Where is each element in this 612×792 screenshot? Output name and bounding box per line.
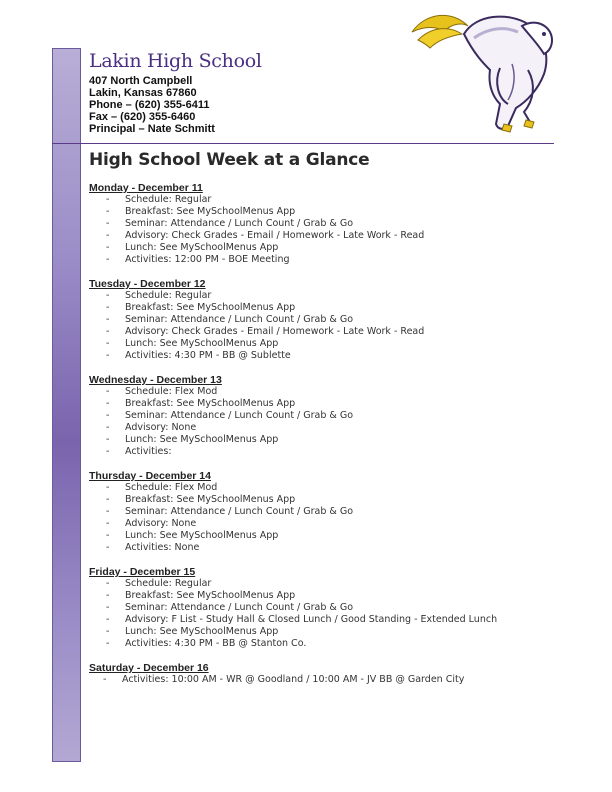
list-item xyxy=(89,482,569,494)
address-street: 407 North Campbell xyxy=(89,75,193,87)
list-item xyxy=(89,398,569,410)
list-item xyxy=(89,434,569,446)
bronco-mascot-icon xyxy=(404,4,564,134)
bullet-dash: - xyxy=(106,530,110,541)
list-item xyxy=(89,602,569,614)
list-item xyxy=(89,206,569,218)
list-item xyxy=(89,614,569,626)
item-text: Activities: xyxy=(125,446,172,457)
item-text: Activities: None xyxy=(125,542,200,553)
day-items xyxy=(89,290,569,362)
address-city: Lakin, Kansas 67860 xyxy=(89,87,197,99)
list-item xyxy=(89,578,569,590)
list-item xyxy=(89,494,569,506)
bullet-dash: - xyxy=(106,638,110,649)
page-title: High School Week at a Glance xyxy=(89,150,370,170)
bullet-dash: - xyxy=(106,350,110,361)
list-item xyxy=(89,626,569,638)
day-wednesday xyxy=(89,374,569,458)
list-item xyxy=(89,530,569,542)
item-text: Breakfast: See MySchoolMenus App xyxy=(125,398,296,409)
bullet-dash: - xyxy=(106,494,110,505)
item-text: Seminar: Attendance / Lunch Count / Grab & Go xyxy=(125,314,354,325)
item-text: Advisory: F List - Study Hall & Closed Lunch / Good Standing - Extended Lunch xyxy=(125,614,498,625)
item-text: Activities: 4:30 PM - BB @ Stanton Co. xyxy=(125,638,307,649)
item-text: Breakfast: See MySchoolMenus App xyxy=(125,206,296,217)
header-divider xyxy=(52,143,554,144)
list-item xyxy=(89,350,569,362)
list-item xyxy=(89,518,569,530)
list-item xyxy=(89,218,569,230)
list-item xyxy=(89,410,569,422)
bullet-dash: - xyxy=(106,398,110,409)
bullet-dash: - xyxy=(106,578,110,589)
day-monday xyxy=(89,182,569,266)
day-heading: Wednesday - December 13 xyxy=(89,374,222,386)
day-items xyxy=(89,578,569,650)
bullet-dash: - xyxy=(106,614,110,625)
item-text: Lunch: See MySchoolMenus App xyxy=(125,242,279,253)
item-text: Advisory: Check Grades - Email / Homework - Late Work - Read xyxy=(125,230,425,241)
day-items xyxy=(89,482,569,554)
bullet-dash: - xyxy=(106,446,110,457)
day-heading: Thursday - December 14 xyxy=(89,470,211,482)
bullet-dash: - xyxy=(106,206,110,217)
bullet-dash: - xyxy=(106,230,110,241)
day-items xyxy=(89,194,569,266)
day-tuesday xyxy=(89,278,569,362)
bullet-dash: - xyxy=(106,314,110,325)
day-items xyxy=(89,386,569,458)
item-text: Schedule: Regular xyxy=(125,578,212,589)
side-accent-bar xyxy=(52,48,81,762)
list-item xyxy=(89,290,569,302)
item-text: Schedule: Flex Mod xyxy=(125,482,218,493)
bullet-dash: - xyxy=(106,326,110,337)
bullet-dash: - xyxy=(106,422,110,433)
list-item xyxy=(89,446,569,458)
item-text: Lunch: See MySchoolMenus App xyxy=(125,434,279,445)
bullet-dash: - xyxy=(106,590,110,601)
day-heading: Tuesday - December 12 xyxy=(89,278,206,290)
day-heading: Friday - December 15 xyxy=(89,566,196,578)
day-friday xyxy=(89,566,569,650)
bullet-dash: - xyxy=(106,302,110,313)
list-item xyxy=(89,638,569,650)
principal-name: Principal – Nate Schmitt xyxy=(89,123,215,135)
bullet-dash: - xyxy=(106,194,110,205)
item-text: Lunch: See MySchoolMenus App xyxy=(125,338,279,349)
item-text: Advisory: Check Grades - Email / Homework - Late Work - Read xyxy=(125,326,425,337)
list-item xyxy=(89,254,569,266)
bullet-dash: - xyxy=(106,338,110,349)
bullet-dash: - xyxy=(106,542,110,553)
item-text: Lunch: See MySchoolMenus App xyxy=(125,530,279,541)
list-item xyxy=(89,542,569,554)
item-text: Schedule: Flex Mod xyxy=(125,386,218,397)
list-item xyxy=(89,590,569,602)
item-text: Activities: 4:30 PM - BB @ Sublette xyxy=(125,350,291,361)
list-item xyxy=(89,422,569,434)
list-item xyxy=(89,302,569,314)
bullet-dash: - xyxy=(106,410,110,421)
day-items xyxy=(89,674,569,686)
bullet-dash: - xyxy=(106,626,110,637)
school-name: Lakin High School xyxy=(89,50,262,72)
bullet-dash: - xyxy=(106,602,110,613)
bullet-dash: - xyxy=(106,254,110,265)
fax-number: Fax – (620) 355-6460 xyxy=(89,111,196,123)
item-text: Schedule: Regular xyxy=(125,194,212,205)
item-text: Lunch: See MySchoolMenus App xyxy=(125,626,279,637)
list-item xyxy=(89,674,569,686)
bullet-dash: - xyxy=(106,290,110,301)
list-item xyxy=(89,506,569,518)
item-text: Seminar: Attendance / Lunch Count / Grab & Go xyxy=(125,218,354,229)
item-text: Seminar: Attendance / Lunch Count / Grab & Go xyxy=(125,506,354,517)
day-heading: Monday - December 11 xyxy=(89,182,203,194)
item-text: Activities: 10:00 AM - WR @ Goodland / 10:00 AM - JV BB @ Garden City xyxy=(122,674,465,685)
contact-block xyxy=(89,75,215,135)
phone-number: Phone – (620) 355-6411 xyxy=(89,99,210,111)
list-item xyxy=(89,386,569,398)
bullet-dash: - xyxy=(106,506,110,517)
item-text: Activities: 12:00 PM - BOE Meeting xyxy=(125,254,290,265)
list-item xyxy=(89,326,569,338)
bullet-dash: - xyxy=(106,434,110,445)
bullet-dash: - xyxy=(106,242,110,253)
item-text: Seminar: Attendance / Lunch Count / Grab & Go xyxy=(125,410,354,421)
bullet-dash: - xyxy=(103,674,107,685)
list-item xyxy=(89,242,569,254)
list-item xyxy=(89,338,569,350)
bullet-dash: - xyxy=(106,386,110,397)
item-text: Schedule: Regular xyxy=(125,290,212,301)
item-text: Advisory: None xyxy=(125,422,197,433)
day-saturday xyxy=(89,662,569,686)
bullet-dash: - xyxy=(106,518,110,529)
list-item xyxy=(89,230,569,242)
day-heading: Saturday - December 16 xyxy=(89,662,209,674)
item-text: Advisory: None xyxy=(125,518,197,529)
list-item xyxy=(89,194,569,206)
bullet-dash: - xyxy=(106,218,110,229)
weekly-schedule xyxy=(89,182,569,698)
item-text: Breakfast: See MySchoolMenus App xyxy=(125,590,296,601)
list-item xyxy=(89,314,569,326)
item-text: Breakfast: See MySchoolMenus App xyxy=(125,302,296,313)
item-text: Seminar: Attendance / Lunch Count / Grab & Go xyxy=(125,602,354,613)
item-text: Breakfast: See MySchoolMenus App xyxy=(125,494,296,505)
day-thursday xyxy=(89,470,569,554)
bullet-dash: - xyxy=(106,482,110,493)
